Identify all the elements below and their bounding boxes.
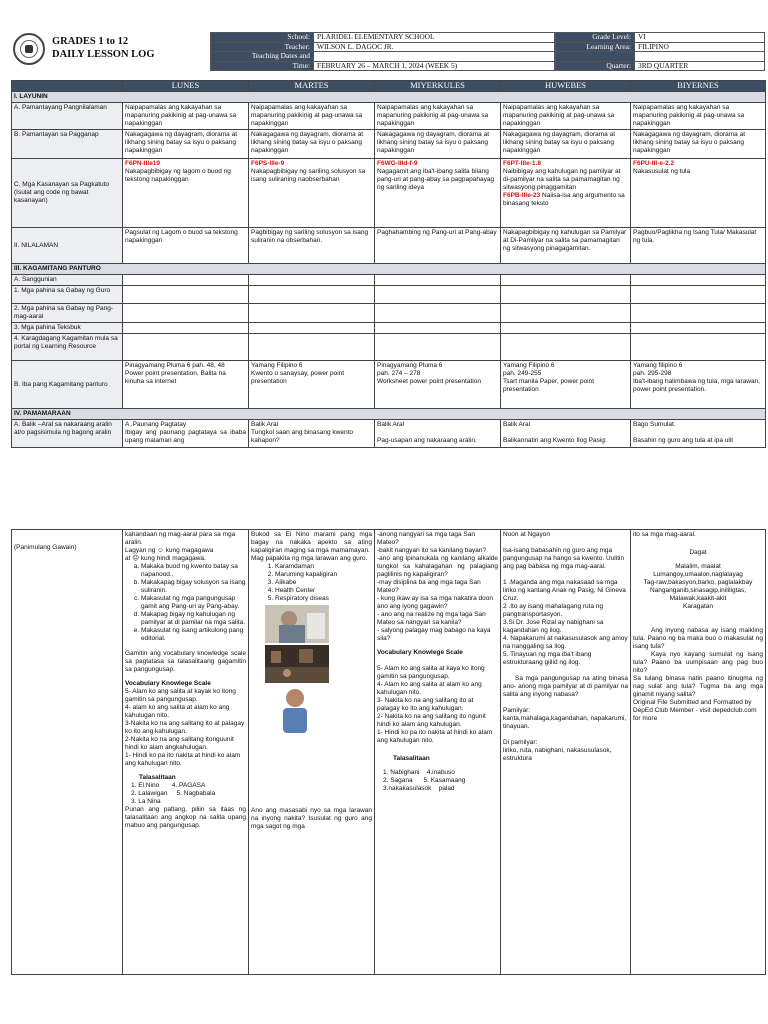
competency-text: Naiisa-isa ang argumento sa binasang teksto (503, 192, 625, 207)
text: 2- Nakita ko na ang salitang ito ngunit hindi ko alam ang kahulugan. (377, 713, 486, 728)
list-item: a. Makaka buod ng kwento batay sa napanood.. (141, 563, 246, 579)
text: - kung ikaw ay isa sa mga nakatira doon ano ang iyong gagawin? (377, 595, 493, 610)
grade-label: Grade Level: (556, 33, 635, 43)
row-label: A. Pamantayang Pangnilalaman (12, 103, 123, 130)
cell: Pagsulat ng Lagom o buod sa tekstong napakinggan (123, 228, 249, 264)
competency-code: F6PU-III-e-2.2 (633, 160, 675, 167)
text: 2. Sagana 5. Kasamaang (383, 777, 466, 784)
cell: Naipapamalas ang kakayahan sa mapanuring pakikinig at pag-unawa sa napakinggan (249, 103, 375, 130)
dates-blank (314, 52, 555, 62)
cell: Pagbibigay ng sariling solusyon sa isang suliranin na obserbahan. (249, 228, 375, 264)
row-label: A. Balik –Aral sa nakaraang aralin at/o pagsisimula ng bagong aralin (12, 420, 123, 448)
heading: Talasalitaan (393, 755, 430, 762)
grade-info-table (555, 32, 765, 71)
cell: Nakagagawa ng dayagram, diorama at likhang sining batay sa isyu o paksang napakinggan (375, 130, 501, 159)
text: Punan ang patlang, piliin sa itaas ng talasalitaan ang angkop na salita upang mabuo ang pangungusap. (125, 806, 246, 829)
text: ito sa mga mag-aaral. (633, 531, 696, 538)
cell (249, 159, 375, 228)
lesson-table-top (11, 80, 766, 448)
deped-seal-icon (13, 33, 45, 65)
competency-text: Naibibigay ang kahulugan ng pamilyar at di-pamilyar na salita sa pamamagitan ng sitwasyong pinaggamitan (503, 168, 621, 191)
text: 3.nakakasulasok palad (383, 785, 455, 792)
cell: Naipapamalas ang kakayahan sa mapanuring pakikinig at pag-unawa sa napakinggan (123, 103, 249, 130)
cell: Pinagyamang Pluma 6 pah. 274 – 278 Worksheet power point presentation (375, 361, 501, 409)
dates-label-1: Teaching Dates and (211, 52, 314, 62)
lesson-log-header (11, 32, 765, 72)
cell: Nakagagawa ng dayagram, diorama at likhang sining batay sa isyu o paksang napakinggan (249, 130, 375, 159)
quarter-label: Quarter: (556, 61, 635, 71)
text: 3-Nakita ko na ang salitang ito at palagay ko ito ang kahulugan. (125, 720, 245, 735)
text: 4- Alam ko ang salita at alam ko ang kahulugan nito. (377, 681, 482, 696)
day-header: MARTES (249, 81, 375, 92)
day-header: BIYERNES (631, 81, 766, 92)
dirty-canal-photo (265, 645, 329, 683)
text: Mag papakita ng mga larawan ang guro. (251, 555, 368, 562)
page-one (0, 0, 768, 478)
text: 1. El Nino 4..PAGASA (131, 782, 206, 789)
row-label: II. NILALAMAN (12, 228, 123, 264)
list-item: 5. Respiratory diseas (275, 595, 372, 603)
row-label: C. Mga Kasanayan sa Pagkatuto (Isulat ang code ng bawat kasanayan) (12, 159, 123, 228)
text: 5- Alam ko ang salita at kaya ko itong gamitin sa pangungusap. (377, 665, 485, 680)
cell: Naipapamalas ang kakayahan sa mapanuring pakikinig at pag-unawa sa napakinggan (631, 103, 766, 130)
text: - salyong palagay mag babago na kaya sila? (377, 627, 491, 642)
row-label: A. Sanggunian (12, 275, 123, 286)
competency-code: F6PS-IIIe-9 (251, 160, 285, 167)
text: at ☹ kung hindi magagawa. (125, 555, 206, 562)
text: 3. La Nina (131, 798, 161, 805)
quarter-value: 3RD QUARTER (635, 61, 765, 71)
school-label: School: (211, 33, 314, 43)
cell: Nakapagbibigay ng kahulugan sa Pamilyar at Di-Pamilyar na salita sa pamamagitan ng sitwasyong pinagagamitan. (501, 228, 631, 264)
page-gap (0, 478, 768, 522)
list-item: d. Makapag bigay ng kahulugan ng pamilyar at di pamilar na mga salita. (141, 611, 246, 627)
row-label: (Panimulang Gawain) (12, 530, 123, 975)
area-label: Learning Area: (556, 42, 635, 52)
text: -anong nangyari sa mga taga San Mateo? (377, 531, 475, 546)
title-line-1: GRADES 1 to 12 (52, 36, 129, 47)
sick-child-photo (265, 605, 329, 643)
section-pamamaraan: IV. PAMAMARAAN (12, 409, 766, 420)
text: Sa mga pangungusap na ating binasa ano- anong mga pamilyar at di pamilyar na salita ang inyong nabasa? (503, 675, 628, 698)
competency-code: F6PN-IIIe19 (125, 160, 161, 167)
text: Isa-isang babasahin ng guro ang mga pangungusap na hango sa kwento. Uulitin ang pag babasa ng mga mag-aaral. (503, 547, 625, 570)
text: Bukod sa El Nino marami pang mga bagay na nakaka apekto sa ating kapaligiran maging sa mga mamamayan. (251, 531, 372, 554)
competency-text: Nagagamit ang iba't-ibang salita bilang pang-uri at pang-abay sa pagpapahayag ng sariling ideya (377, 168, 495, 191)
text: Gamitin ang vocabulary knowledge scale sa pagtatasa sa talasalitaang gagamitin sa pangungusap. (125, 650, 246, 673)
text: 5. Tinayuan ng mga iba't ibang estrukturaang giilid ng ilog. (503, 651, 592, 666)
text: Sa tulang binasa natin paano itinugma ng nag sulat ang tula? Tugma ba ang mga ginamit niyang salita? (633, 675, 763, 698)
day-header: MIYERKULES (375, 81, 501, 92)
competency-text: Nakapagbibigay ng lagom o buod ng tekstong napakinggan (125, 168, 231, 183)
text: Di pamilyar: (503, 739, 538, 746)
list-item: c. Makasulat ng mga pangungusap gamit ang Pang-uri ay Pang-abay. (141, 595, 246, 611)
text: kanta,mahalaga,kagandahan, napakarumi, tinayuan. (503, 715, 627, 730)
competency-text: Nakapagbibigay ng sariling solusyon sa isang suliraning naobserbahan (251, 168, 366, 183)
row-label: B. Iba pang Kagamitang panturo (12, 361, 123, 409)
cell: Bago Sumulat. Basahin ng guro ang tula at ipa ulit (631, 420, 766, 448)
cell (501, 159, 631, 228)
text: liriko, ruta, nabighani, nakasusulasok, estruktura (503, 747, 612, 762)
text: -ano ang ipinanukala ng kanilang alkalde tungkol sa kahalagahan ng palagiang paglilinis ng kapaligiran? (377, 555, 498, 578)
cell: Pinagyamang Pluma 6 pah. 48, 48 Power point presentation, Balita na kinuha sa internet (123, 361, 249, 409)
text: Lagyan ng ☺ kung magagawa (125, 547, 214, 554)
heading: Vocabulary Knowlege Scale (377, 649, 463, 656)
cell (631, 159, 766, 228)
cell: Nakagagawa ng dayagram, diorama at likhang sining batay sa isyu o paksang napakinggan (631, 130, 766, 159)
cell (123, 159, 249, 228)
document-title (52, 35, 155, 61)
text: Kaya nyo kayang sumulat ng isang tula? Paano ba uumpisaan ang pag buo nito? (633, 651, 763, 674)
list-item: 1. Karamdaman (275, 563, 372, 571)
text: 2-Nakita ko na ang salitang itonguunit hindi ko alam angkahulugan. (125, 736, 234, 751)
text: 5- Alam ko ang salita at kayak ko itong gamitin sa pangungusap. (125, 688, 236, 703)
text: 1. Nabighani 4.inabuso (383, 769, 455, 776)
cell: Naipapamalas ang kakayahan sa mapanuring pakikinig at pag-unawa sa napakinggan (375, 103, 501, 130)
title-line-2: DAILY LESSON LOG (52, 49, 155, 60)
cell: Naipapamalas ang kakayahan sa mapanuring pakikinig at pag-unawa sa napakinggan (501, 103, 631, 130)
text: 2 .Ito ay isang mahalagang ruta ng pangtransportasyon. (503, 603, 604, 618)
text: - ano ang na realize ng mga taga San Mateo sa nangyari sa kanila? (377, 611, 486, 626)
corner-cell (12, 81, 123, 92)
text: Pamilyar: (503, 707, 531, 714)
day-header: HUWEBES (501, 81, 631, 92)
competency-text: Nakasusulat ng tula (633, 168, 691, 175)
cell: A .Paunang Pagtatay Ibigay ang paunang pagtataya sa ibaba upang malaman ang (123, 420, 249, 448)
health-worker-photo (277, 685, 313, 733)
text: kahandaan ng mag-aaral para sa mga aralin. (125, 531, 236, 546)
competency-code: F6PB-IIIe-23 (503, 192, 541, 199)
text: 4- alam ko ang salita at alam ko ang kahulugan nito. (125, 704, 230, 719)
section-kagamitan: III. KAGAMITANG PANTURO (12, 264, 766, 275)
heading: Talasalitaan (139, 774, 176, 781)
competency-code: F6PT-IIIe-1.8 (503, 160, 541, 167)
section-layunin: I. LAYUNIN (12, 92, 766, 103)
row-label: 2. Mga pahina sa Gabay ng Pang-mag-aaral (12, 304, 123, 323)
page-two (0, 522, 768, 1024)
dates-value: FEBRUARY 26 – MARCH 1, 2024 (WEEK 5) (314, 61, 555, 71)
text: Ang inyong nabasa ay isang maikling tula. Paano ng ba maka buo o makasulat ng isang tula? (633, 627, 763, 650)
school-value: PLARIDEL ELEMENTARY SCHOOL (314, 33, 555, 43)
lesson-table-bottom (11, 529, 766, 975)
text: 1- Hindi ko pa ito nakita at hindi ko alam ang kahulugan nito. (377, 729, 493, 744)
cell (375, 159, 501, 228)
teacher-label: Teacher: (211, 42, 314, 52)
cell: Nakagagawa ng dayagram, diorama at likhang sining batay sa isyu o paksang napakinggan (501, 130, 631, 159)
text: 1- Hindi ko pa ito nakita at hindi ko alam ang kahulugan nito. (125, 752, 241, 767)
text: 3.Si Dr. Jose Rizal ay nabighani sa kagandahan ng ilog. (503, 619, 604, 634)
cell-martes (249, 530, 375, 975)
day-header: LUNES (123, 81, 249, 92)
text: 4. Napakarumi at nakasusulasok ang amoy na nanggaling sa ilog. (503, 635, 628, 650)
teacher-value: WILSON L. DAGOC JR. (314, 42, 555, 52)
cell: Yamang Filipino 6 Kwento o sanaysay, power point presentation (249, 361, 375, 409)
heading: Vocabulary Knowlege Scale (125, 680, 211, 687)
text: 2. Lalawigan 5. Nagbabala (131, 790, 216, 797)
text: Ano ang masasabi nyo sa mga larawan na inyong nakita? Isusulat ng guro ang mga sagot ng mga (251, 807, 372, 830)
cell: Yamang Filipino 6 pah. 249-255 Tsart manila Paper, power point presentation (501, 361, 631, 409)
school-info-table (210, 32, 555, 71)
cell-huwebes (501, 530, 631, 975)
text: 1 .Maganda ang mga nakasaad sa mga liriko ng kantang Anak ng Pasig, Ni Gineva Cruz. (503, 579, 626, 602)
poem-title: Dagat (689, 549, 707, 556)
cell: Balik Aral Tungkol saan ang binasang kwento kahapon? (249, 420, 375, 448)
cell: Nakagagawa ng dayagram, diorama at likhang sining batay sa isyu o paksang napakinggan (123, 130, 249, 159)
list-item: 2. Maruming kapaligiran (275, 571, 372, 579)
grade-value: VI (635, 33, 765, 43)
cell: Balik Aral Balikannatin ang Kwento Ilog Pasig: (501, 420, 631, 448)
footer-note: Original File Submitted and Formatted by DepEd Club Member - visit depedclub.com for more (633, 699, 757, 722)
cell-lunes (123, 530, 249, 975)
cell: Yamang filipino 6 pah. 295-298 Iba't-ibang halimbawa ng tula, mga larawan, power point presentation. (631, 361, 766, 409)
cell: Pagbuo/Paglikha ng Isang Tula/ Makasulat ng tula. (631, 228, 766, 264)
text: -may disiplina ba ang mga taga San Mateo? (377, 579, 481, 594)
list-item: 4. Health Center (275, 587, 372, 595)
row-label: 3. Mga pahina Teksbuk (12, 323, 123, 334)
text: 3- Nakita ko na ang salitang ito at palagay ko ito ang kahulugan. (377, 697, 474, 712)
row-label: 4. Karagdagang Kagamitan mula sa portal ng Learning Resource (12, 334, 123, 361)
cell: Paghahambing ng Pang-uri at Pang-abay (375, 228, 501, 264)
dates-label-2: Time: (211, 61, 314, 71)
row-label: B. Pamantayan sa Pagganap (12, 130, 123, 159)
poem-body: Malalim, maalat Lumangoy,umaalon,naglalayag Tag-raw,bakasyon,barko, paglalakbay Nanganganib,sinasagip,inililigtas, Malawak,kaakit-akit Karagatan (643, 563, 753, 610)
list-item: e. Makasulat ng isang artikulong pang editorial. (141, 627, 246, 643)
competency-code: F6WG-IIId-f-9 (377, 160, 418, 167)
heading: Noon at Ngayon (503, 531, 550, 538)
cell-biyernes (631, 530, 766, 975)
row-label: 1. Mga pahina sa Gabay ng Guro (12, 286, 123, 304)
text: -bakit nangyari ito sa kanilang bayan? (377, 547, 487, 554)
list-item: 3. Alikabe (275, 579, 372, 587)
area-value: FILIPINO (635, 42, 765, 52)
cell: Balik Aral Pag-usapan ang nakaraang aralin. (375, 420, 501, 448)
cell-miyerkules (375, 530, 501, 975)
list-item: b. Makakapag bigay solusyon sa isang suliranin. (141, 579, 246, 595)
